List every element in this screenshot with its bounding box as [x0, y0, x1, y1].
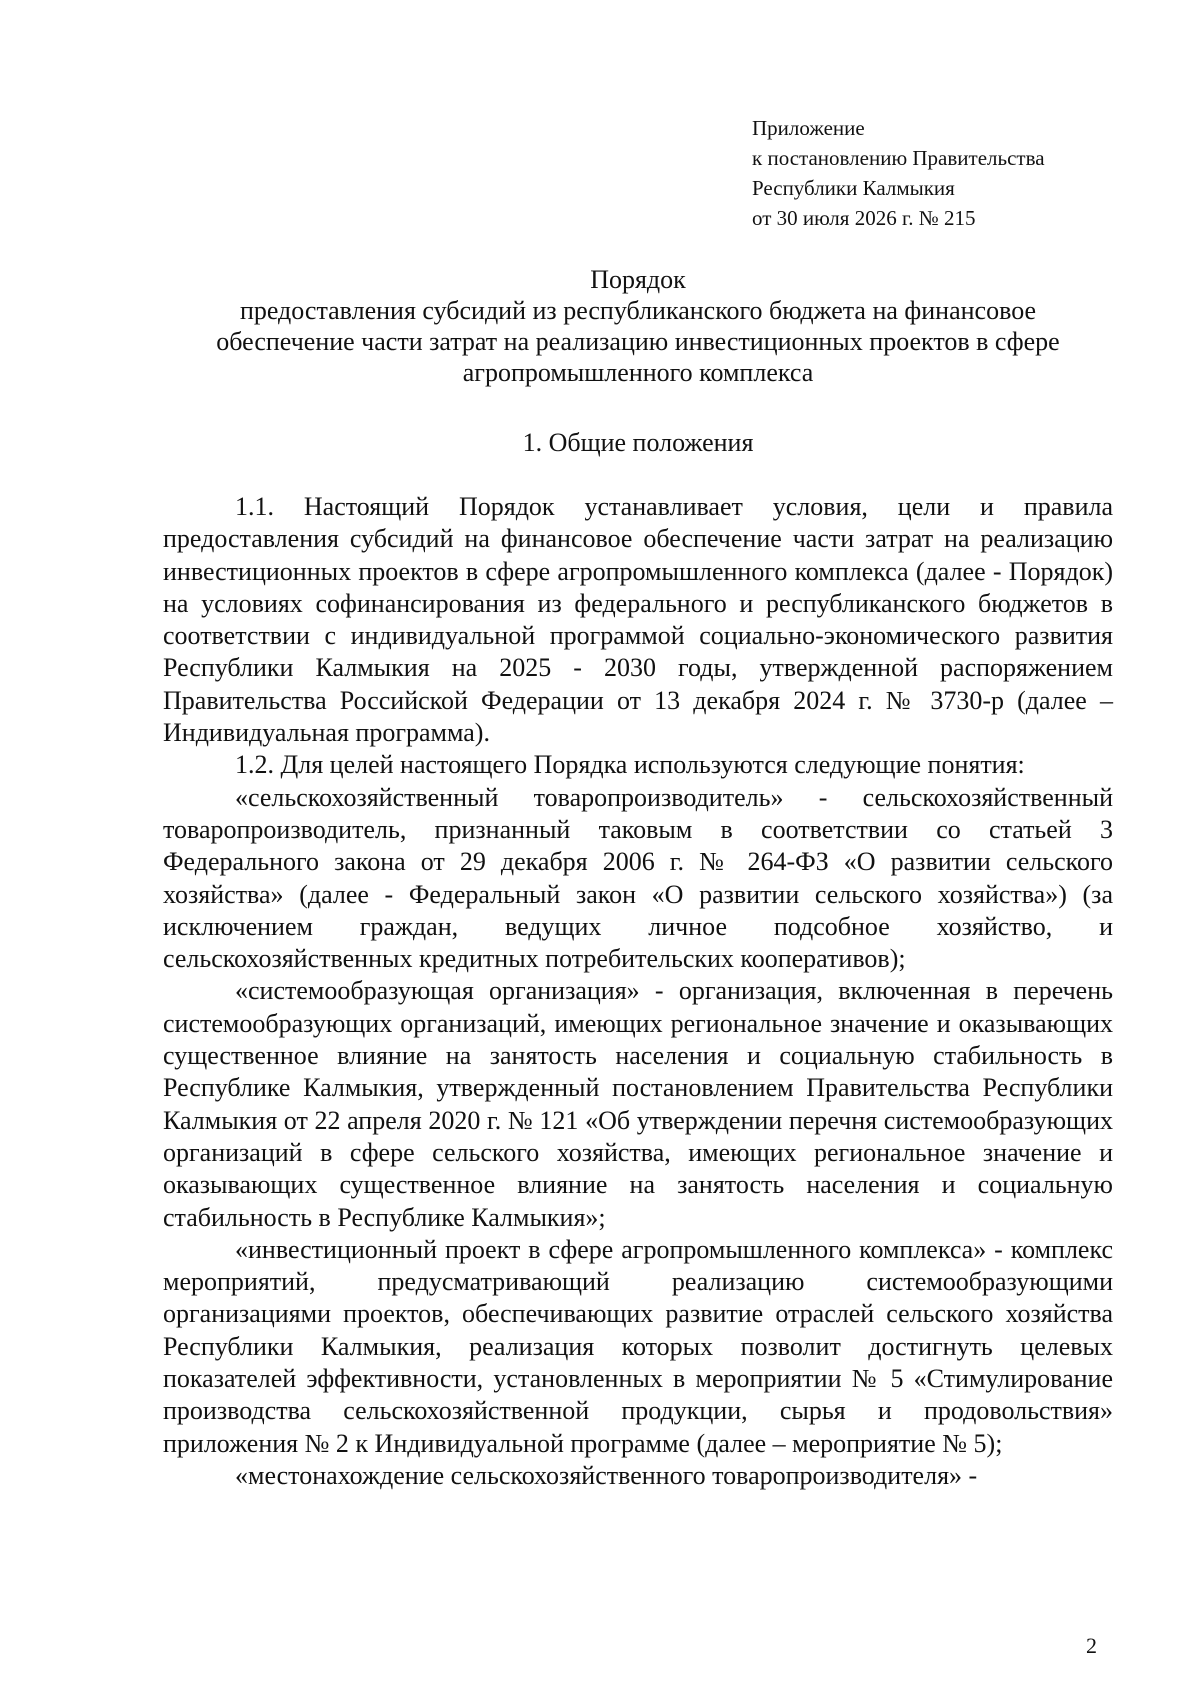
appendix-line: от 30 июля 2026 г. № 215 — [752, 206, 976, 230]
appendix-line: к постановлению Правительства — [752, 146, 1045, 170]
appendix-line: Республики Калмыкия — [752, 176, 955, 200]
page-number: 2 — [1086, 1633, 1097, 1658]
document-title — [163, 264, 1113, 388]
title-line: Порядок — [590, 265, 686, 294]
appendix-line: Приложение — [752, 116, 865, 140]
paragraph-1-1: 1.1. Настоящий Порядок устанавливает условия, цели и правила предоставления субсидий на финансовое обеспечение части затрат на реализацию инвестиционных проектов в сфере агропромышленного комплекса (далее - Порядок) на условиях софинансирования из федерального и республиканского бюджетов в соответствии с индивидуальной программой социально-экономического развития Республики Калмыкия на 2025 - 2030 годы, утвержденной распоряжением Правительства Российской Федерации от 13 декабря 2024 г. № 3730-р (далее – Индивидуальная программа). — [163, 492, 1113, 748]
title-line: агропромышленного комплекса — [462, 358, 814, 387]
title-line: предоставления субсидий из республиканского бюджета на финансовое — [239, 296, 1037, 325]
section-heading: 1. Общие положения — [522, 428, 754, 457]
definition-investment-project: «инвестиционный проект в сфере агропромышленного комплекса» - комплекс мероприятий, предусматривающий реализацию системообразующими организациями проектов, обеспечивающих развитие отраслей сельского хозяйства Республики Калмыкия, реализация которых позволит достигнуть целевых показателей эффективности, установленных в мероприятии № 5 «Стимулирование производства сельскохозяйственной продукции, сырья и продовольствия» приложения № 2 к Индивидуальной программе (далее – мероприятие № 5); — [163, 1234, 1113, 1458]
definition-producer-location: «местонахождение сельскохозяйственного товаропроизводителя» - — [235, 1460, 978, 1490]
document-body — [163, 491, 1113, 1492]
appendix-note — [752, 113, 1045, 233]
definition-agricultural-producer: «сельскохозяйственный товаропроизводитель» - сельскохозяйственный товаропроизводитель, признанный таковым в соответствии со статьей 3 Федерального закона от 29 декабря 2006 г. № 264-ФЗ «О развитии сельского хозяйства» (далее - Федеральный закон «О развитии сельского хозяйства») (за исключением граждан, ведущих личное подсобное хозяйство, и сельскохозяйственных кредитных потребительских кооперативов); — [163, 782, 1113, 974]
paragraph-1-2: 1.2. Для целей настоящего Порядка используются следующие понятия: — [235, 750, 1025, 780]
definition-system-forming-organization: «системообразующая организация» - организация, включенная в перечень системообразующих организаций, имеющих региональное значение и оказывающих существенное влияние на занятость населения и социальную стабильность в Республике Калмыкия, утвержденный постановлением Правительства Республики Калмыкия от 22 апреля 2020 г. № 121 «Об утверждении перечня системообразующих организаций в сфере сельского хозяйства, имеющих региональное значение и оказывающих существенное влияние на занятость населения и социальную стабильность в Республике Калмыкия»; — [163, 976, 1113, 1232]
title-line: обеспечение части затрат на реализацию инвестиционных проектов в сфере — [216, 327, 1060, 356]
